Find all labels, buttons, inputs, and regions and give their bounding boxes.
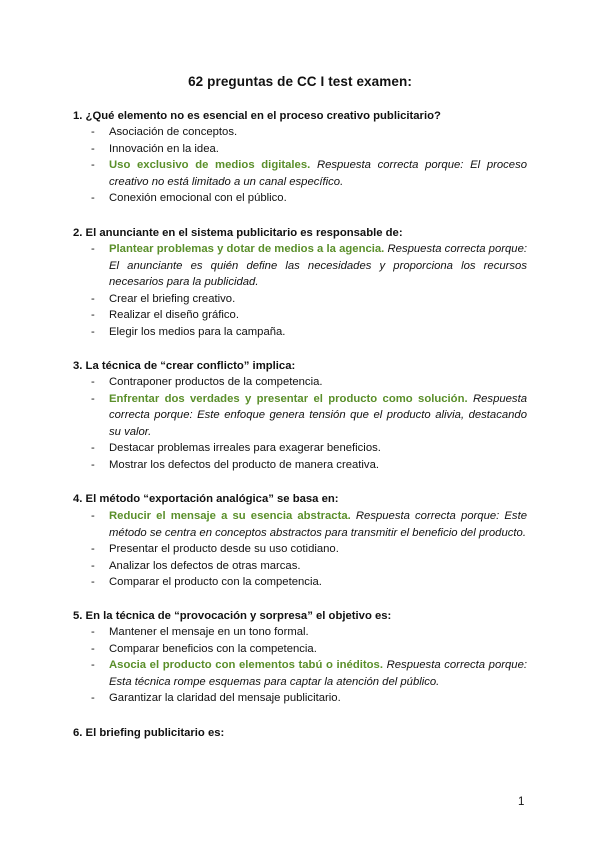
option-item: - Comparar el producto con la competencia. — [0, 574, 527, 591]
correct-answer: Plantear problemas y dotar de medios a la agencia. — [109, 243, 385, 255]
option-item: - Destacar problemas irreales para exagerar beneficios. — [0, 440, 527, 457]
options-list — [0, 241, 600, 341]
correct-answer: Reducir el mensaje a su esencia abstracta. — [109, 510, 351, 522]
options-list — [0, 374, 600, 474]
answer-explanation: Respuesta correcta porque: Este método se centra en conceptos abstractos para transmitir el beneficio del producto. — [109, 510, 528, 539]
question-heading: 3. La técnica de “crear conflicto” implica: — [73, 360, 296, 372]
option-item: - Comparar beneficios con la competencia. — [0, 641, 527, 658]
options-list — [0, 124, 600, 207]
answer-explanation: Respuesta correcta porque: El proceso creativo no está limitado a un canal específico. — [109, 159, 528, 188]
option-item: - Contraponer productos de la competencia. — [0, 374, 527, 391]
question-heading: 4. El método “exportación analógica” se basa en: — [73, 493, 339, 505]
option-item: - Presentar el producto desde su uso cotidiano. — [0, 541, 527, 558]
option-item: - Innovación en la idea. — [0, 141, 527, 158]
question-heading: 6. El briefing publicitario es: — [73, 727, 225, 739]
question-heading: 5. En la técnica de “provocación y sorpresa” el objetivo es: — [73, 610, 392, 622]
options-list — [0, 624, 600, 707]
option-item: - Analizar los defectos de otras marcas. — [0, 558, 527, 575]
option-item: - Asociación de conceptos. — [0, 124, 527, 141]
correct-option-item — [0, 241, 527, 291]
question-heading: 2. El anunciante en el sistema publicitario es responsable de: — [73, 227, 403, 239]
option-item: - Realizar el diseño gráfico. — [0, 307, 527, 324]
option-item: - Mantener el mensaje en un tono formal. — [0, 624, 527, 641]
option-item: - Conexión emocional con el público. — [0, 190, 527, 207]
answer-explanation: Respuesta correcta porque: Este enfoque genera tensión que el producto alivia, destacando su valor. — [109, 392, 527, 438]
correct-option-item — [0, 657, 527, 690]
option-item: - Mostrar los defectos del producto de manera creativa. — [0, 457, 527, 474]
correct-answer: Uso exclusivo de medios digitales. — [109, 159, 311, 172]
correct-answer: Asocia el producto con elementos tabú o inéditos. — [109, 659, 383, 672]
page-number: 1 — [518, 796, 525, 808]
options-list — [0, 508, 600, 591]
option-item: - Garantizar la claridad del mensaje publicitario. — [0, 690, 527, 707]
correct-option-item — [0, 391, 527, 441]
answer-explanation: Respuesta correcta porque: El anunciante es quién define las necesidades y proporciona los recursos necesarios para la publicidad. — [109, 243, 527, 289]
answer-explanation: Respuesta correcta porque: Esta técnica rompe esquemas para captar la atención del público. — [109, 659, 527, 688]
question-heading: 1. ¿Qué elemento no es esencial en el proceso creativo publicitario? — [73, 110, 441, 122]
option-item: - Elegir los medios para la campaña. — [0, 324, 527, 341]
correct-option-item — [0, 508, 527, 541]
page-title: 62 preguntas de CC I test examen: — [188, 74, 412, 89]
correct-option-item — [0, 157, 527, 190]
correct-answer: Enfrentar dos verdades y presentar el producto como solución. — [109, 392, 468, 405]
option-item: - Crear el briefing creativo. — [0, 291, 527, 308]
